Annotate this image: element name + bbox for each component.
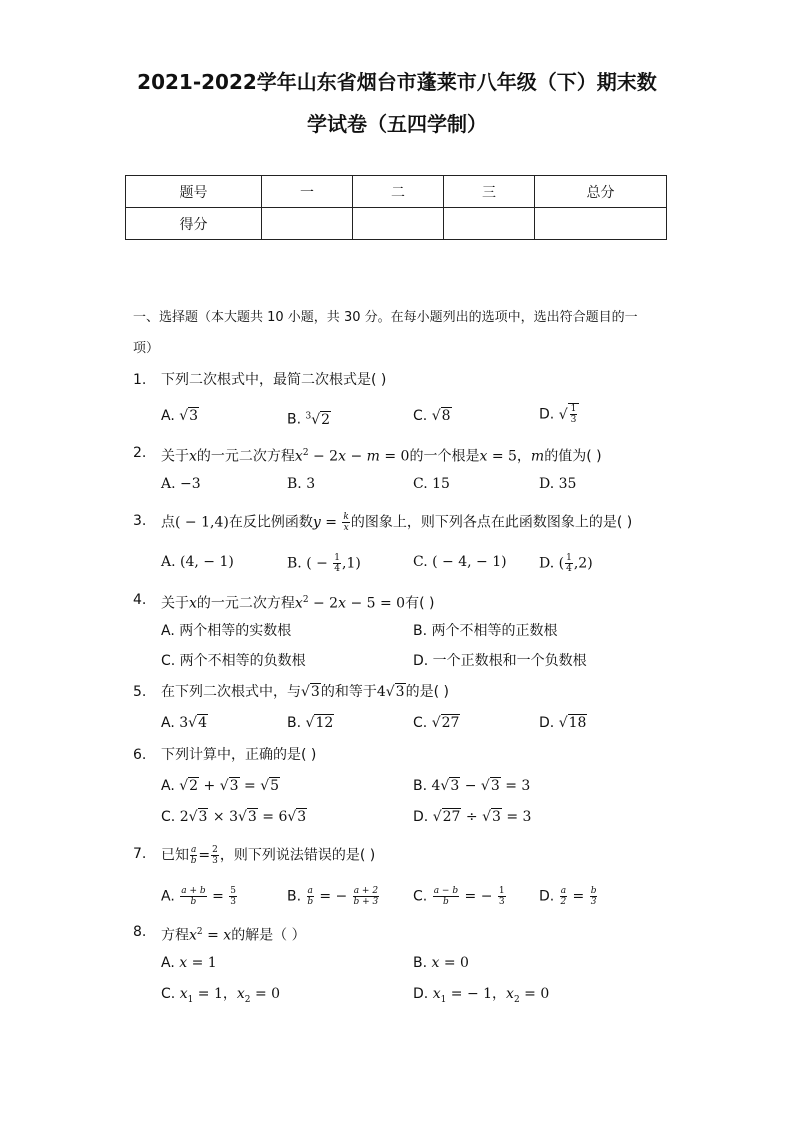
q1-option-a: A. √3: [161, 408, 199, 424]
q7-option-b: B. $\frac{a}{b}$ = − $\frac{a + 2}{b + 3}$: [287, 886, 379, 907]
section-heading-line1: 一、选择题（本大题共 10 小题，共 30 分。在每小题列出的选项中，选出符合题目的一: [133, 310, 638, 325]
question-number: 5.: [133, 684, 147, 700]
q8-option-d: D. $x_1$ = − 1，$x_2 = 0$: [413, 986, 550, 1005]
exam-title-line2: 学试卷（五四学制）: [307, 112, 487, 136]
q2-option-c: C. 15: [413, 476, 450, 492]
score-cell: [353, 208, 444, 240]
q3-option-c: C. ( − 4, − 1): [413, 554, 507, 570]
question-text: 点( − 1,4)在反比例函数y = $\frac{k}{x}$ 的图象上，则下列各点在此函数图象上的是( ): [161, 512, 633, 533]
question-number: 3.: [133, 513, 147, 529]
question-number: 1.: [133, 372, 147, 388]
question-text: 已知 $\frac{a}{b}$ = $\frac{2}{3}$ ，则下列说法错误的是( ): [161, 845, 376, 866]
q3-option-b: B. ( − $\frac{1}{4}$ ,1): [287, 553, 361, 574]
q8-option-a: A. x = 1: [161, 955, 217, 971]
q5-option-b: B. √12: [287, 715, 334, 731]
score-table-score-row: [126, 208, 667, 240]
score-row-label: 得分: [126, 208, 262, 240]
q4-option-c: C. 两个不相等的负数根: [161, 653, 306, 669]
q7-option-c: C. $\frac{a - b}{b}$ = − $\frac{1}{3}$: [413, 886, 505, 907]
question-number: 7.: [133, 846, 147, 862]
score-cell: [444, 208, 535, 240]
score-cell: [262, 208, 353, 240]
question-text: 下列二次根式中，最简二次根式是( ): [161, 372, 387, 388]
question-number: 2.: [133, 445, 147, 461]
score-table: [125, 175, 667, 240]
question-text: 关于x的一元二次方程$x^2 - 2x - m = 0$的一个根是x = 5，m的值为( ): [161, 448, 602, 465]
score-header-cell: 总分: [535, 176, 667, 208]
q2-option-b: B. 3: [287, 476, 316, 492]
q1-option-c: C. √8: [413, 408, 451, 424]
q1-option-b: B. $^3$√2: [287, 411, 331, 428]
question-text: 下列计算中，正确的是( ): [161, 747, 317, 763]
question-number: 4.: [133, 592, 147, 608]
score-header-cell: 题号: [126, 176, 262, 208]
q5-option-a: A. 3√4: [161, 715, 207, 731]
q2-option-d: D. 35: [539, 476, 577, 492]
q2-option-a: A. −3: [161, 476, 201, 492]
section-heading-line2: 项）: [133, 341, 160, 356]
q6-option-a: A. √2 + √3 = √5: [161, 778, 280, 794]
question-text: 在下列二次根式中，与√3的和等于4√3的是( ): [161, 684, 449, 700]
q4-option-b: B. 两个不相等的正数根: [413, 623, 558, 639]
exam-title-line1: 2021-2022学年山东省烟台市蓬莱市八年级（下）期末数: [137, 70, 657, 94]
q6-option-c: C. 2√3 × 3√3 = 6√3: [161, 809, 307, 825]
score-table-header-row: [126, 176, 667, 208]
score-header-cell: 二: [353, 176, 444, 208]
q8-option-c: C. $x_1 = 1$，$x_2 = 0$: [161, 986, 281, 1005]
q7-option-a: A. $\frac{a + b}{b}$ = $\frac{5}{3}$: [161, 886, 236, 907]
question-text: 关于x的一元二次方程$x^2 - 2x - 5 = 0$有( ): [161, 595, 435, 612]
q8-option-b: B. x = 0: [413, 955, 469, 971]
q4-option-a: A. 两个相等的实数根: [161, 623, 292, 639]
q3-option-d: D. ( $\frac{1}{4}$ ,2): [539, 553, 593, 574]
question-number: 8.: [133, 924, 147, 940]
score-header-cell: 三: [444, 176, 535, 208]
q5-option-d: D. √18: [539, 715, 587, 731]
q6-option-b: B. 4√3 − √3 = 3: [413, 778, 531, 794]
q7-option-d: D. $\frac{a}{2}$ = $\frac{b}{3}$: [539, 886, 597, 907]
score-header-cell: 一: [262, 176, 353, 208]
q5-option-c: C. √27: [413, 715, 460, 731]
question-number: 6.: [133, 747, 147, 763]
q3-option-a: A. (4, − 1): [161, 554, 234, 570]
question-text: 方程$x^2 = x$的解是（ ）: [161, 927, 306, 944]
q4-option-d: D. 一个正数根和一个负数根: [413, 653, 587, 669]
q1-option-d: D. √ $\frac{1}{3}$: [539, 403, 579, 425]
q6-option-d: D. √27 ÷ √3 = 3: [413, 809, 532, 825]
score-cell: [535, 208, 667, 240]
section-heading: [133, 302, 663, 364]
